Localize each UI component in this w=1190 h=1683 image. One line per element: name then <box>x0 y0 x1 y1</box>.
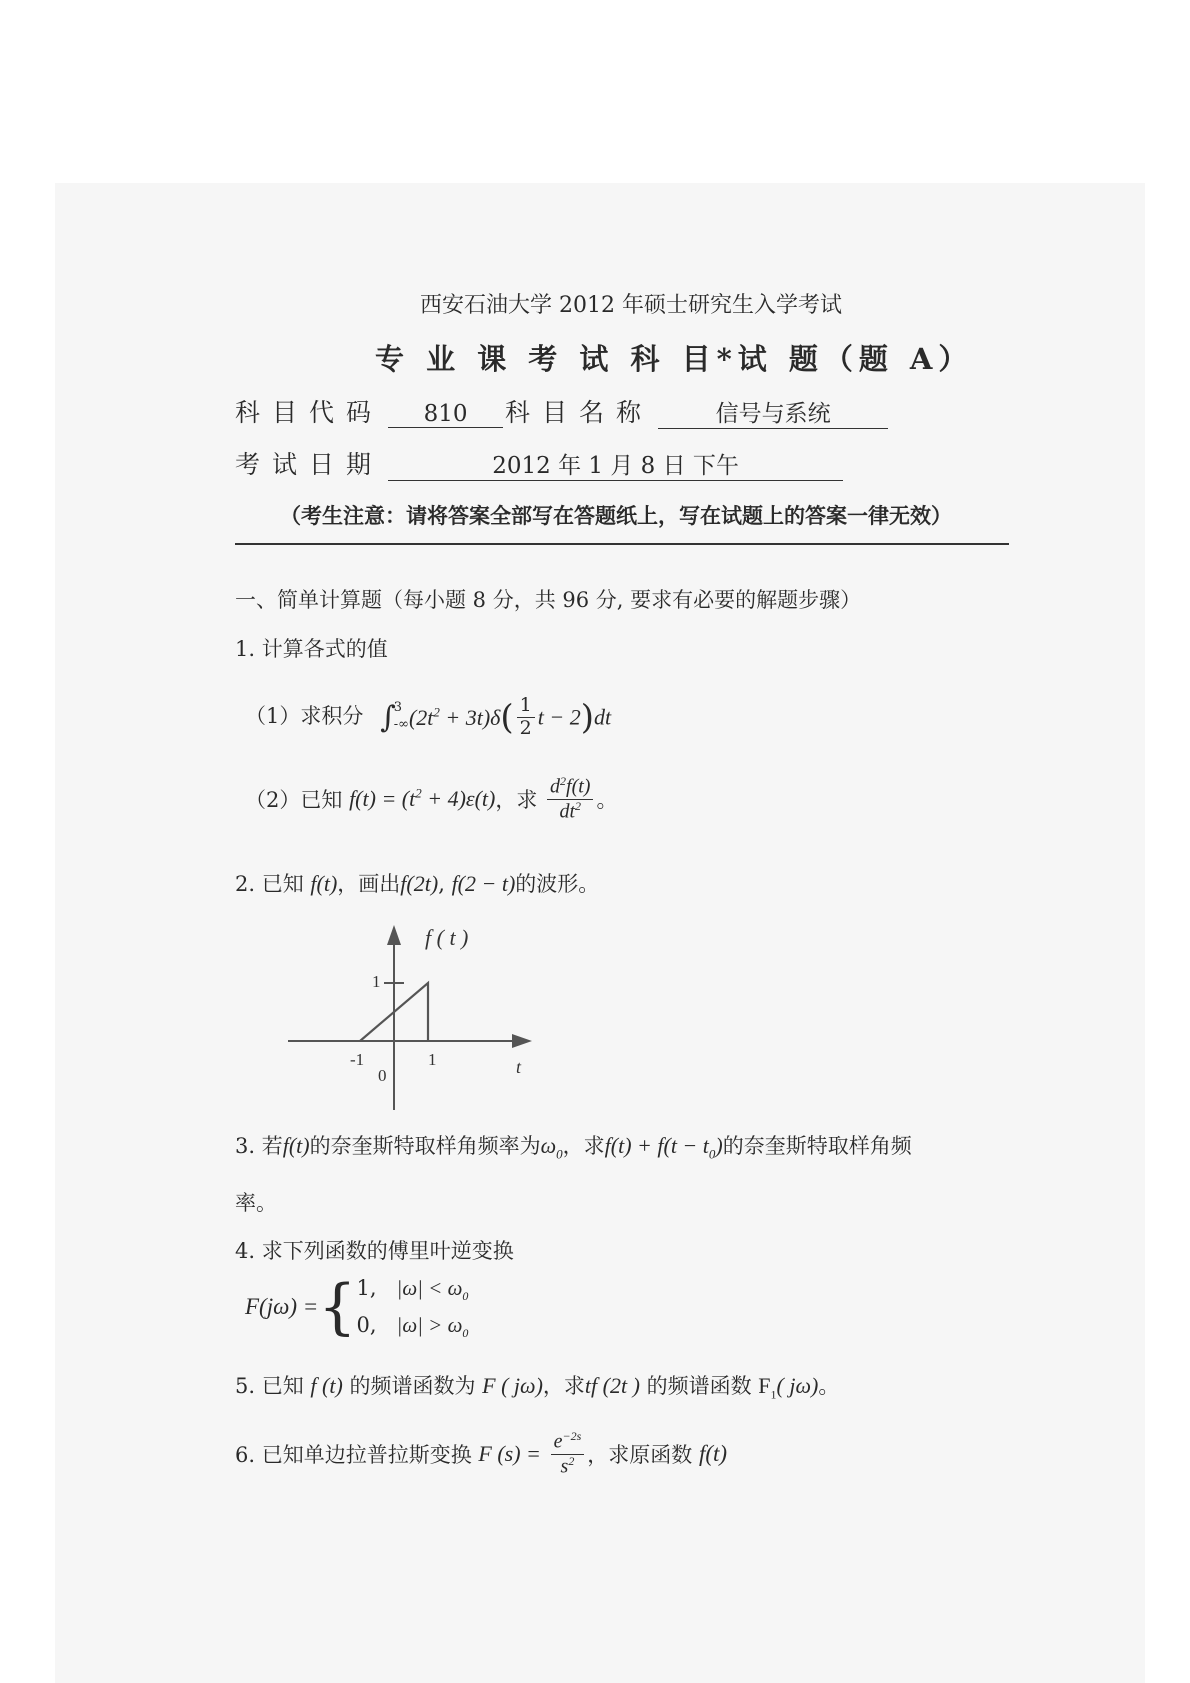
q6-F-s: F (s) = <box>478 1441 541 1467</box>
q5-prefix: 5. 已知 <box>235 1374 304 1398</box>
q3-end1: 的奈奎斯特取样角频 <box>722 1134 912 1158</box>
q2-sep: , <box>438 872 445 896</box>
q3-line1 <box>235 1130 912 1162</box>
q2-stem <box>235 868 599 898</box>
q5-f-t: f (t) <box>310 1373 343 1398</box>
q2-prefix: 2. 已知 <box>235 872 304 896</box>
q4-case2-value: 0, <box>356 1313 377 1338</box>
q2-waveform-graph <box>280 915 540 1115</box>
subject-code-label: 科目代码 <box>235 398 384 427</box>
q5-mid3: 的频谱函数 <box>646 1374 752 1398</box>
graph-ylabel: f ( t ) <box>425 925 469 950</box>
header-divider <box>235 543 1009 545</box>
subject-code: 810 <box>388 401 503 428</box>
graph-xlabel: t <box>516 1057 522 1077</box>
q1-stem: 1. 计算各式的值 <box>235 637 388 661</box>
q1-part2-derivative: $\frac{d^2f(t)}{dt^2}$ <box>547 775 593 823</box>
q3-mid1: 的奈奎斯特取样角频率为 <box>309 1134 541 1158</box>
q1-integral: ∫ 3 -∞ $(2t^2 + 3t)\delta$( $\frac{1}{2}$ t − 2)dt <box>380 694 612 739</box>
q3-mid2: ，求 <box>562 1134 605 1158</box>
q4-cases <box>356 1270 468 1344</box>
section-1-title: 一、简单计算题（每小题 8 分，共 96 分, 要求有必要的解题步骤） <box>235 588 862 612</box>
exam-date-row <box>235 445 843 481</box>
q4-case2-cond: $|\omega| > \omega_0$ <box>396 1313 469 1341</box>
q1-part1 <box>245 695 611 740</box>
q6 <box>235 1430 727 1478</box>
q1-part2-end: 。 <box>596 788 618 813</box>
q6-prefix: 6. 已知单边拉普拉斯变换 <box>235 1443 472 1468</box>
q5-F1-jw: $F_1$( jω) <box>758 1373 819 1402</box>
q3-sum-expr: $f(t) + f(t - t_0)$ <box>604 1133 723 1162</box>
q1-part2-label: （2）已知 <box>245 788 343 813</box>
q2-f-2-minus-t: f(2 − t) <box>451 871 516 896</box>
q2-mid: ，画出 <box>337 872 401 896</box>
q4-case1-cond: $|\omega| < \omega_0$ <box>396 1276 469 1304</box>
q4-brace: { <box>318 1272 357 1343</box>
q4-stem: 4. 求下列函数的傅里叶逆变换 <box>235 1239 514 1263</box>
q5-mid2: ，求 <box>542 1374 585 1398</box>
q1-part2-mid: ，求 <box>495 788 538 813</box>
tick-label-x1: 1 <box>428 1050 437 1069</box>
q3-omega0: $\omega_0$ <box>540 1133 563 1162</box>
university-line: 西安石油大学 2012 年硕士研究生入学考试 <box>420 293 842 318</box>
exam-date: 2012 年 1 月 8 日 下午 <box>388 447 843 481</box>
q1-part2 <box>245 775 617 823</box>
exam-notice: （考生注意：请将答案全部写在答题纸上，写在试题上的答案一律无效） <box>280 503 952 528</box>
q6-mid: ，求原函数 <box>587 1443 693 1468</box>
q5-F-jw: F ( jω) <box>482 1373 543 1398</box>
q4-case2 <box>356 1307 468 1344</box>
q3-f-t: f(t) <box>282 1133 310 1158</box>
q6-f-t: f(t) <box>698 1441 728 1467</box>
x-axis-arrow <box>512 1034 532 1048</box>
exam-date-label: 考试日期 <box>235 450 384 479</box>
y-axis-arrow <box>387 925 401 945</box>
subject-name-row <box>505 393 888 429</box>
q2-end: 的波形。 <box>515 872 600 896</box>
exam-title: 专 业 课 考 试 科 目*试 题（题 A） <box>375 342 974 376</box>
q1-part1-label: （1）求积分 <box>245 703 364 728</box>
q5-tf-2t: tf (2t ) <box>584 1373 640 1398</box>
q3-line2: 率。 <box>235 1191 277 1215</box>
q5-mid1: 的频谱函数为 <box>349 1374 476 1398</box>
origin-label: 0 <box>378 1066 387 1085</box>
q4-piecewise <box>245 1270 468 1344</box>
tick-label-y1: 1 <box>372 972 381 991</box>
q1-part2-function: $f(t) = (t^2 + 4)\varepsilon(t)$ <box>349 785 496 812</box>
q5 <box>235 1370 839 1402</box>
q2-f-t: f(t) <box>310 871 338 896</box>
q6-laplace-fraction: $\frac{e^{-2s}}{s^2}$ <box>551 1430 585 1478</box>
q3-prefix: 3. 若 <box>235 1134 283 1158</box>
q2-f-2t: f(2t) <box>400 871 439 896</box>
q4-lhs: F(jω) = <box>245 1294 319 1320</box>
subject-name: 信号与系统 <box>658 395 888 429</box>
q4-case1-value: 1, <box>356 1276 377 1300</box>
subject-code-row <box>235 393 503 429</box>
tick-label-xm1: -1 <box>350 1050 365 1069</box>
q5-end: 。 <box>818 1374 840 1398</box>
subject-name-label: 科目名称 <box>505 398 654 427</box>
q4-case1 <box>356 1270 468 1307</box>
